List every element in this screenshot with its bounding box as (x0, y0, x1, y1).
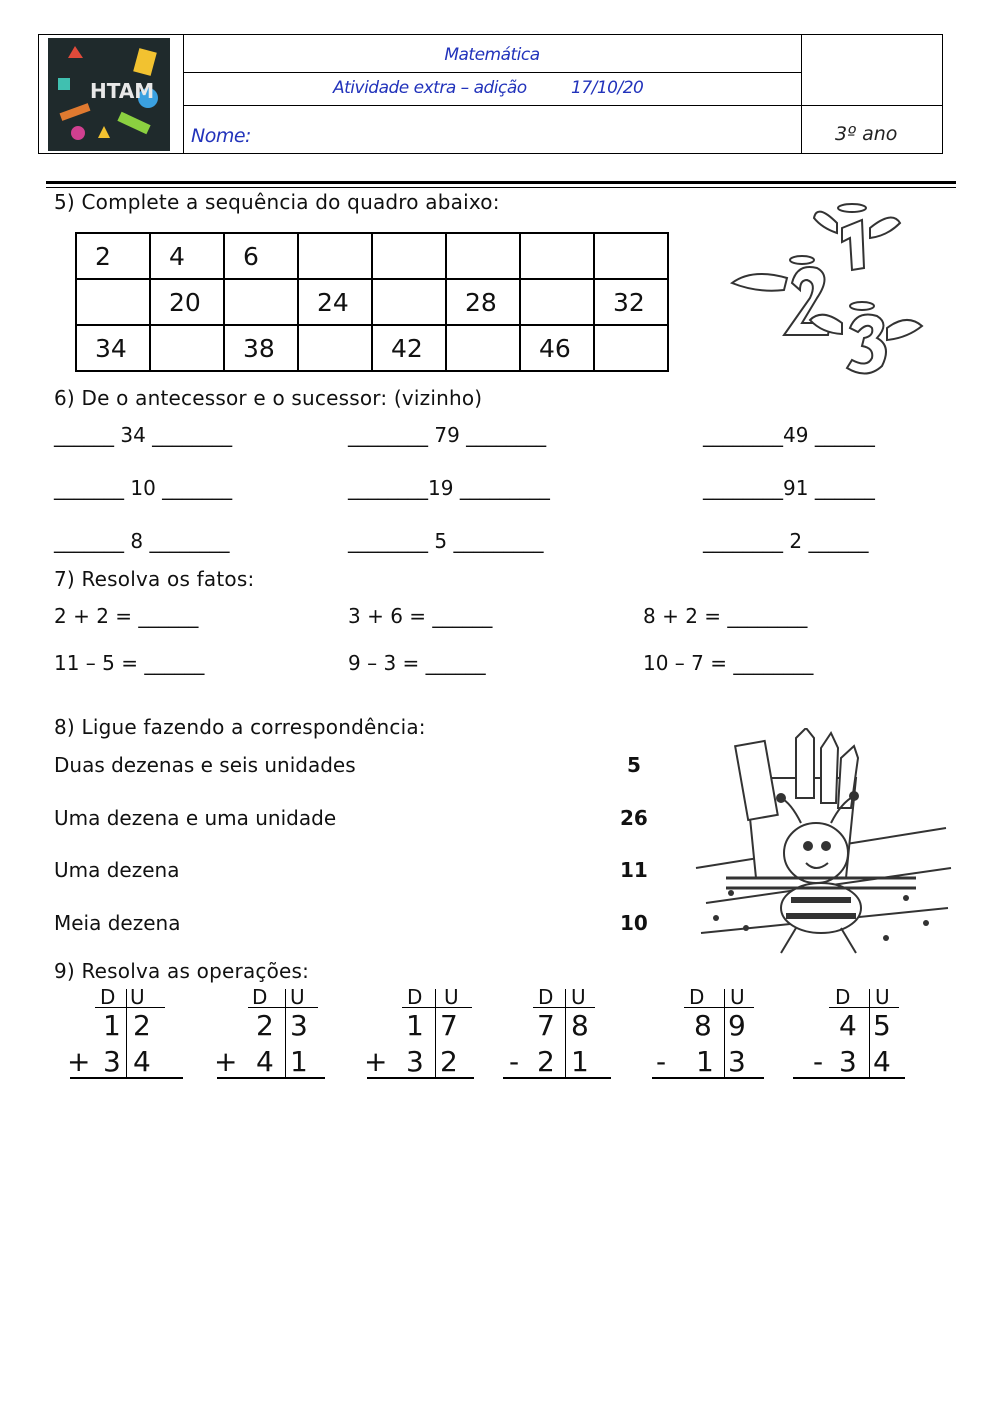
grid-cell[interactable] (446, 233, 520, 279)
given-number: 91 (783, 476, 809, 500)
double-rule-thin (46, 187, 956, 188)
grid-cell: 24 (298, 279, 372, 325)
operator-sign: + (67, 1045, 91, 1078)
fact-item[interactable]: 8 + 2 = ________ (643, 604, 808, 628)
neighbor-item[interactable] (703, 476, 875, 500)
operator-sign: - (813, 1045, 824, 1078)
given-number: 10 (130, 476, 156, 500)
activity-title: Atividade extra – adição (333, 78, 527, 98)
neighbor-item[interactable] (54, 529, 229, 553)
result-line (367, 1077, 474, 1079)
divider (183, 105, 801, 106)
grid-cell[interactable] (298, 233, 372, 279)
blank-after[interactable]: _________ (453, 529, 544, 553)
match-right-item[interactable]: 11 (620, 858, 648, 882)
q8-title: 8) Ligue fazendo a correspondência: (54, 715, 426, 739)
grade-label: 3º ano (835, 123, 898, 145)
fact-item[interactable]: 10 – 7 = ________ (643, 651, 814, 675)
fact-item[interactable]: 11 – 5 = ______ (54, 651, 205, 675)
bottom-units: 4 (873, 1045, 891, 1078)
match-left-item[interactable]: Uma dezena e uma unidade (54, 806, 337, 830)
given-number: 19 (428, 476, 454, 500)
blank-after[interactable]: ________ (152, 423, 233, 447)
bottom-tens: 2 (537, 1045, 555, 1078)
given-number: 34 (120, 423, 146, 447)
grid-cell: 42 (372, 325, 446, 371)
grid-cell: 6 (224, 233, 298, 279)
blank-before[interactable]: ________ (348, 423, 428, 447)
grid-cell: 38 (224, 325, 298, 371)
grid-cell[interactable] (298, 325, 372, 371)
header-line (402, 1007, 472, 1008)
neighbor-item[interactable] (54, 423, 232, 447)
header-line (95, 1007, 165, 1008)
blank-after[interactable]: _______ (162, 476, 233, 500)
result-line (793, 1077, 905, 1079)
top-tens: 4 (839, 1009, 857, 1042)
top-units: 9 (728, 1009, 746, 1042)
given-number: 79 (434, 423, 460, 447)
top-tens: 1 (406, 1009, 424, 1042)
grid-cell: 2 (76, 233, 150, 279)
fact-item[interactable]: 3 + 6 = ______ (348, 604, 493, 628)
math-logo (48, 38, 170, 151)
column-divider (565, 989, 566, 1079)
grid-row (76, 325, 668, 371)
neighbor-item[interactable] (348, 423, 546, 447)
header-line (533, 1007, 595, 1008)
top-units: 2 (133, 1009, 151, 1042)
grid-cell[interactable] (76, 279, 150, 325)
blank-after[interactable]: _________ (459, 476, 550, 500)
q7-title: 7) Resolva os fatos: (54, 567, 255, 591)
neighbor-item[interactable] (348, 476, 550, 500)
operator-sign: + (214, 1045, 238, 1078)
blank-before[interactable]: ________ (703, 423, 783, 447)
result-line (70, 1077, 183, 1079)
u-label: U (444, 985, 459, 1009)
operator-sign: + (364, 1045, 388, 1078)
divider (183, 72, 801, 73)
header-table (38, 34, 943, 154)
operation-block[interactable] (212, 985, 332, 1085)
blank-before[interactable]: ________ (348, 529, 428, 553)
result-line (652, 1077, 764, 1079)
q9-title: 9) Resolva as operações: (54, 959, 310, 983)
bottom-units: 2 (440, 1045, 458, 1078)
top-units: 3 (290, 1009, 308, 1042)
blank-before[interactable]: _______ (54, 476, 124, 500)
neighbor-item[interactable] (703, 529, 868, 553)
double-rule (46, 181, 956, 184)
given-number: 2 (789, 529, 803, 553)
logo-cell (39, 35, 184, 153)
grid-cell[interactable] (224, 279, 298, 325)
grade-cell (801, 35, 942, 153)
top-units: 7 (440, 1009, 458, 1042)
bottom-tens: 1 (696, 1045, 714, 1078)
u-label: U (571, 985, 586, 1009)
header-line (829, 1007, 899, 1008)
bottom-units: 4 (133, 1045, 151, 1078)
grid-row (76, 279, 668, 325)
result-line (503, 1077, 611, 1079)
given-number: 5 (434, 529, 448, 553)
match-right-item[interactable]: 5 (627, 753, 641, 777)
blank-after[interactable]: ________ (149, 529, 230, 553)
top-tens: 1 (103, 1009, 121, 1042)
grid-cell[interactable] (372, 233, 446, 279)
d-label: D (407, 985, 423, 1009)
top-units: 5 (873, 1009, 891, 1042)
bottom-tens: 3 (406, 1045, 424, 1078)
neighbor-item[interactable] (348, 529, 543, 553)
operation-block[interactable] (65, 985, 185, 1085)
grid-cell: 32 (594, 279, 668, 325)
u-label: U (875, 985, 890, 1009)
subject-title: Matemática (444, 45, 540, 65)
bee-with-pencils-illustration (686, 728, 954, 956)
operator-sign: - (509, 1045, 520, 1078)
fact-item[interactable]: 2 + 2 = ______ (54, 604, 199, 628)
match-left-item[interactable]: Duas dezenas e seis unidades (54, 753, 356, 777)
column-divider (435, 989, 436, 1079)
fact-item[interactable]: 9 – 3 = ______ (348, 651, 486, 675)
grid-cell: 4 (150, 233, 224, 279)
operation-block[interactable] (793, 985, 913, 1085)
grid-cell: 20 (150, 279, 224, 325)
blank-before[interactable]: _______ (54, 529, 124, 553)
grid-cell[interactable] (520, 279, 594, 325)
grid-row (76, 233, 668, 279)
top-tens: 7 (537, 1009, 555, 1042)
bottom-tens: 4 (256, 1045, 274, 1078)
match-right-item[interactable]: 10 (620, 911, 648, 935)
d-label: D (252, 985, 268, 1009)
top-units: 8 (571, 1009, 589, 1042)
grid-cell: 46 (520, 325, 594, 371)
given-number: 8 (130, 529, 144, 553)
title-cell (183, 35, 802, 153)
column-divider (869, 989, 870, 1079)
grid-cell: 28 (446, 279, 520, 325)
given-number: 49 (783, 423, 809, 447)
column-divider (126, 989, 127, 1079)
u-label: U (290, 985, 305, 1009)
activity-date: 17/10/20 (571, 78, 644, 98)
blank-before[interactable]: ________ (703, 529, 783, 553)
q5-title: 5) Complete a sequência do quadro abaixo: (54, 190, 500, 214)
operator-sign: - (656, 1045, 667, 1078)
u-label: U (730, 985, 745, 1009)
name-label: Nome: (191, 125, 251, 147)
blank-before[interactable]: ________ (348, 476, 428, 500)
match-left-item[interactable]: Uma dezena (54, 858, 180, 882)
neighbor-item[interactable] (54, 476, 232, 500)
header-line (684, 1007, 754, 1008)
match-right-item[interactable]: 26 (620, 806, 648, 830)
result-line (217, 1077, 325, 1079)
blank-after[interactable]: ________ (466, 423, 547, 447)
column-divider (724, 989, 725, 1079)
u-label: U (130, 985, 145, 1009)
bottom-units: 1 (571, 1045, 589, 1078)
grid-cell[interactable] (446, 325, 520, 371)
operation-block[interactable] (503, 985, 623, 1085)
column-divider (285, 989, 286, 1079)
bottom-tens: 3 (839, 1045, 857, 1078)
grid-cell: 34 (76, 325, 150, 371)
blank-after[interactable]: ______ (814, 476, 875, 500)
d-label: D (689, 985, 705, 1009)
grid-cell[interactable] (594, 233, 668, 279)
match-left-item[interactable]: Meia dezena (54, 911, 181, 935)
logo-text: HTAM (90, 79, 155, 103)
bottom-tens: 3 (103, 1045, 121, 1078)
blank-before[interactable]: ______ (54, 423, 114, 447)
top-tens: 2 (256, 1009, 274, 1042)
header-line (248, 1007, 318, 1008)
grid-cell[interactable] (520, 233, 594, 279)
q6-title: 6) De o antecessor e o sucessor: (vizinho) (54, 386, 483, 410)
sequence-grid (75, 232, 669, 372)
top-tens: 8 (694, 1009, 712, 1042)
grid-cell[interactable] (594, 325, 668, 371)
bottom-units: 3 (728, 1045, 746, 1078)
d-label: D (835, 985, 851, 1009)
operation-block[interactable] (652, 985, 772, 1085)
blank-after[interactable]: ______ (808, 529, 869, 553)
bottom-units: 1 (290, 1045, 308, 1078)
operation-block[interactable] (362, 985, 482, 1085)
blank-after[interactable]: ______ (814, 423, 875, 447)
winged-numbers-illustration (722, 198, 932, 383)
neighbor-item[interactable] (703, 423, 875, 447)
grid-cell[interactable] (150, 325, 224, 371)
d-label: D (100, 985, 116, 1009)
grid-cell[interactable] (372, 279, 446, 325)
divider (801, 105, 942, 106)
blank-before[interactable]: ________ (703, 476, 783, 500)
d-label: D (538, 985, 554, 1009)
